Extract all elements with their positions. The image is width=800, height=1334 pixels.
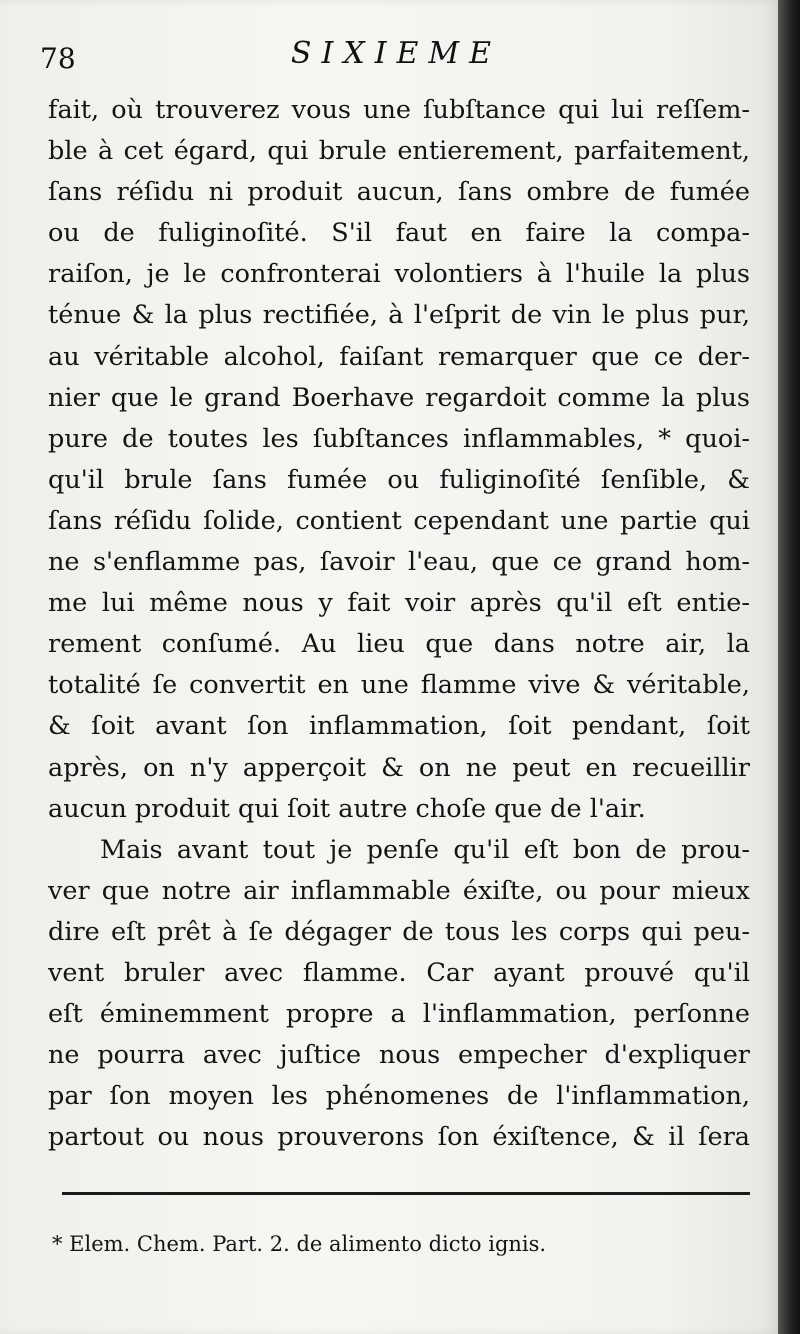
text-line: ſans réſidu ni produit aucun, ſans ombre de fumée (48, 177, 750, 208)
text-line: ou de fuliginoſité. S'il faut en faire la compa- (48, 218, 750, 249)
page-header (40, 30, 752, 80)
text-line: ver que notre air inflammable éxiſte, ou pour mieux (48, 875, 750, 906)
page-edge-shadow (778, 0, 800, 1334)
text-line: aucun produit qui ſoit autre choſe que de l'air. (48, 793, 646, 824)
text-line: qu'il brule ſans fumée ou fuliginoſité ſenſible, & (48, 464, 750, 495)
text-line: ſans réſidu ſolide, contient cependant une partie qui (48, 505, 750, 536)
footnote-divider (62, 1192, 750, 1195)
text-line-paragraph-start: Mais avant tout je penſe qu'il eſt bon de prou- (100, 834, 750, 865)
text-line: ble à cet égard, qui brule entierement, parfaitement, (48, 136, 750, 167)
text-line: vent bruler avec flamme. Car ayant prouvé qu'il (48, 957, 750, 988)
footnote: * Elem. Chem. Part. 2. de alimento dicto ignis. (52, 1232, 547, 1256)
text-line: ne s'enflamme pas, ſavoir l'eau, que ce grand hom- (48, 547, 750, 578)
text-line: nier que le grand Boerhave regardoit comme la plus (48, 382, 750, 413)
text-line: raiſon, je le confronterai volontiers à l'huile la plus (48, 259, 750, 290)
running-title: SIXIEME (290, 36, 502, 71)
text-line: me lui même nous y fait voir après qu'il eſt entie- (48, 588, 750, 619)
text-line: rement conſumé. Au lieu que dans notre air, la (48, 629, 750, 660)
text-line: au véritable alcohol, faiſant remarquer que ce der- (48, 341, 750, 372)
text-line: dire eſt prêt à ſe dégager de tous les corps qui peu- (48, 916, 750, 947)
text-line: & ſoit avant ſon inflammation, ſoit pendant, ſoit (48, 711, 750, 742)
text-line: fait, où trouverez vous une ſubſtance qui lui reſſem- (48, 95, 750, 125)
text-line: eſt éminemment propre a l'inflammation, perſonne (48, 999, 750, 1030)
text-line: par ſon moyen les phénomenes de l'inflammation, (48, 1081, 750, 1112)
page-number: 78 (40, 42, 76, 75)
text-line: partout ou nous prouverons ſon éxiſtence, & il ſera (48, 1122, 750, 1153)
text-line: pure de toutes les ſubſtances inflammables, * quoi- (48, 423, 750, 454)
text-line: ténue & la plus rectifiée, à l'eſprit de vin le plus pur, (48, 300, 750, 331)
text-line: totalité ſe convertit en une flamme vive & véritable, (48, 670, 750, 701)
body-text (48, 90, 750, 1158)
text-line: après, on n'y apperçoit & on ne peut en recueillir (48, 752, 750, 783)
text-line: ne pourra avec juſtice nous empecher d'expliquer (48, 1040, 750, 1071)
